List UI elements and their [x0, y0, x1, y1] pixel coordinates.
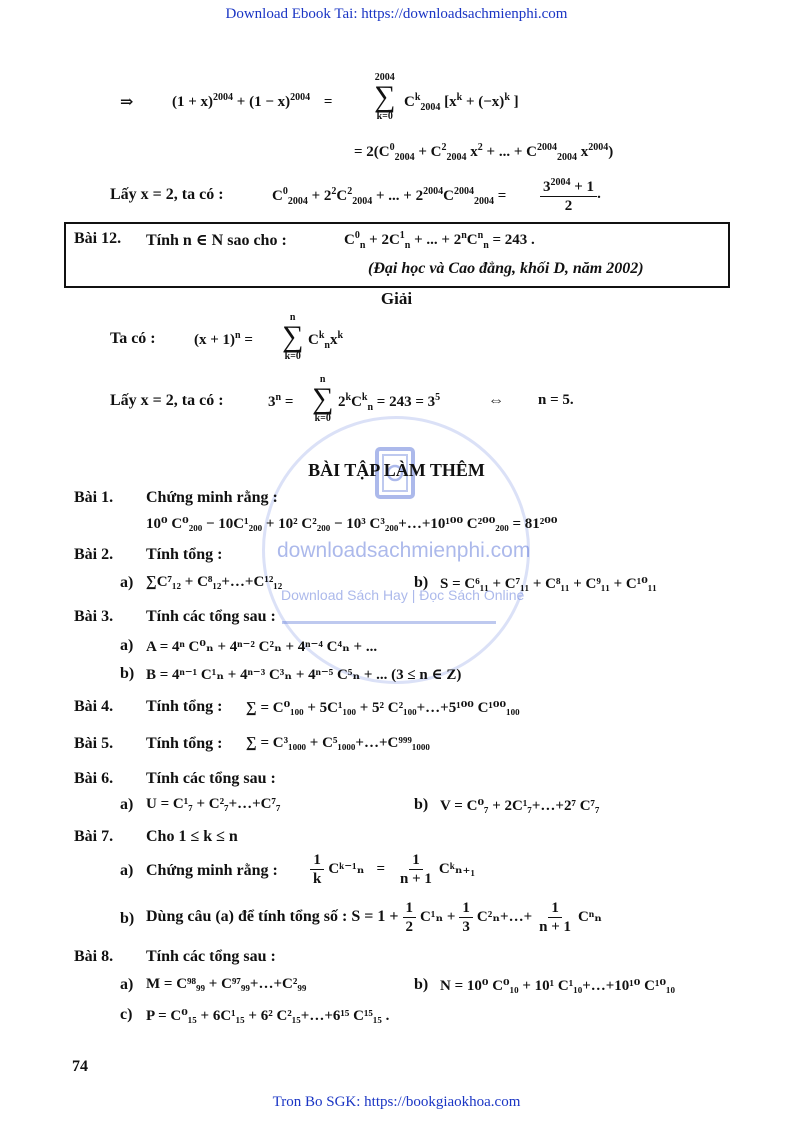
b6-text: Tính các tổng sau :: [146, 770, 276, 787]
b7-label: Bài 7.: [74, 828, 114, 845]
top-line2: = $2(C^0_{2004} + C^2_{2004}$ $x^2$ + ... + $C^{2004}_{2004}$ $x^{2004}$): [354, 142, 614, 163]
watermark-domain: downloadsachmienphi.com: [277, 539, 531, 562]
b3-text: Tính các tổng sau :: [146, 608, 276, 625]
b3-b-formula: B = 4ⁿ⁻¹ C¹ₙ + 4ⁿ⁻³ C³ₙ + 4ⁿ⁻⁵ C⁵ₙ + ... (3 ≤ n ∈ Z): [146, 667, 462, 683]
giai-l2-rhs: $2^kC^k_n = 243 = 3^5$: [338, 392, 441, 413]
b2-a-label: a): [120, 574, 134, 591]
giai-l2-result: n = 5.: [538, 392, 574, 408]
b2-text: Tính tổng :: [146, 546, 223, 563]
b3-a-label: a): [120, 637, 134, 654]
b2-b-formula: S = C⁶₁₁ + C⁷₁₁ + C⁸₁₁ + C⁹₁₁ + C¹⁰₁₁: [440, 576, 657, 592]
b8-c-label: c): [120, 1006, 133, 1023]
b8-b-formula: N = 10⁰ C⁰₁₀ + 10¹ C¹₁₀+…+10¹⁰ C¹⁰₁₀: [440, 978, 676, 994]
b1-formula: 10⁰ C⁰₂₀₀ − 10C¹₂₀₀ + 10² C²₂₀₀ − 10³ C³₂₀₀+…+10¹⁰⁰ C²⁰⁰₂₀₀ = 81²⁰⁰: [146, 516, 558, 532]
b7-a-text: Chứng minh rằng :: [146, 862, 278, 879]
implies-symbol: ⇒: [120, 94, 134, 111]
b7-text: Cho 1 ≤ k ≤ n: [146, 828, 238, 845]
b6-a-formula: U = C¹₇ + C²₇+…+C⁷₇: [146, 796, 281, 812]
giai-l2-iff: ⇔: [488, 392, 504, 409]
b2-b-label: b): [414, 574, 429, 591]
giai-l1-text: Ta có :: [110, 330, 156, 347]
top-line3-text: Lấy x = 2, ta có :: [110, 186, 224, 203]
top-sum: 2004 ∑ k=0: [374, 72, 396, 122]
b5-text: Tính tổng :: [146, 735, 223, 752]
b7-b-formula: Dùng câu (a) để tính tổng số : S = 1 + $\frac{1}{2}$ C¹ₙ + $\frac{1}{3}$ C²ₙ+…+ $\frac{1}{n + 1}$ Cⁿₙ: [146, 900, 602, 935]
giai-title: Giải: [380, 289, 413, 308]
b1-label: Bài 1.: [74, 489, 114, 506]
watermark-bar: [282, 621, 496, 624]
b6-b-formula: V = C⁰₇ + 2C¹₇+…+2⁷ C⁷₇: [440, 798, 600, 814]
top-line3-formula: $C^0_{2004} + 2^2C^2_{2004}$ + ... + $2^{2004}C^{2004}_{2004}$ =: [272, 186, 507, 207]
b8-text: Tính các tổng sau :: [146, 948, 276, 965]
page-number: 74: [72, 1058, 88, 1075]
b8-c-formula: P = C⁰₁₅ + 6C¹₁₅ + 6² C²₁₅+…+6¹⁵ C¹⁵₁₅ .: [146, 1008, 390, 1024]
b1-text: Chứng minh rằng :: [146, 489, 278, 506]
giai-l2-a: 3$^n$ =: [268, 392, 294, 410]
b2-a-formula: ∑C⁷₁₂ + C⁸₁₂+…+C¹²₁₂: [146, 574, 283, 590]
b5-formula: ∑ = C³₁₀₀₀ + C⁵₁₀₀₀+…+C⁹⁹⁹₁₀₀₀: [246, 735, 430, 751]
b4-label: Bài 4.: [74, 698, 114, 715]
top-line1-rhs: $C^k_{2004}$ [$x^k + (-x)^k$ ]: [404, 92, 519, 113]
giai-l1-lhs: $(x + 1)^n$ =: [194, 330, 253, 348]
b7-a-label: a): [120, 862, 134, 879]
b8-a-formula: M = C⁹⁸₉₉ + C⁹⁷₉₉+…+C²₉₉: [146, 976, 307, 992]
b3-a-formula: A = 4ⁿ C⁰ₙ + 4ⁿ⁻² C²ₙ + 4ⁿ⁻⁴ C⁴ₙ + ...: [146, 639, 378, 655]
b4-text: Tính tổng :: [146, 698, 223, 715]
b2-label: Bài 2.: [74, 546, 114, 563]
giai-l2-text: Lấy x = 2, ta có :: [110, 392, 224, 409]
b8-a-label: a): [120, 976, 134, 993]
footer-link-text[interactable]: Tron Bo SGK: https://bookgiaokhoa.com: [272, 1094, 521, 1110]
bai12-text: Tính n ∈ N sao cho :: [146, 232, 287, 249]
header-link-text[interactable]: Download Ebook Tai: https://downloadsachmienphi.com: [225, 6, 568, 22]
b6-a-label: a): [120, 796, 134, 813]
b3-label: Bài 3.: [74, 608, 114, 625]
giai-l1-rhs: $C^k_nx^k$: [308, 330, 344, 351]
b3-b-label: b): [120, 665, 135, 682]
bai12-source: (Đại học và Cao đẳng, khối D, năm 2002): [368, 260, 644, 277]
b4-formula: ∑ = C⁰₁₀₀ + 5C¹₁₀₀ + 5² C²₁₀₀+…+5¹⁰⁰ C¹⁰⁰₁₀₀: [246, 700, 520, 716]
b6-label: Bài 6.: [74, 770, 114, 787]
top-line3-fraction: $\frac{3^{2004} + 1}{2}$ .: [540, 174, 601, 215]
bai12-formula: $C^0_n + 2C^1_n$ + ... + $2^nC^n_n = 243$ .: [344, 230, 535, 251]
b8-label: Bài 8.: [74, 948, 114, 965]
b7-a-formula: $\frac{1}{k}$ Cᵏ⁻¹ₙ = $\frac{1}{n + 1}$ Cᵏₙ₊₁: [310, 851, 475, 888]
b8-b-label: b): [414, 976, 429, 993]
exercises-title: BÀI TẬP LÀM THÊM: [308, 460, 485, 480]
giai-l2-sum: n ∑ k=0: [312, 374, 334, 424]
watermark-tagline: Download Sách Hay | Đọc Sách Online: [281, 587, 525, 603]
b5-label: Bài 5.: [74, 735, 114, 752]
giai-l1-sum: n ∑ k=0: [282, 312, 304, 362]
b7-b-label: b): [120, 910, 135, 927]
top-line1: $(1 + x)^{2004} + (1 - x)^{2004}$ =: [172, 92, 333, 110]
bai12-label: Bài 12.: [74, 230, 122, 247]
b6-b-label: b): [414, 796, 429, 813]
